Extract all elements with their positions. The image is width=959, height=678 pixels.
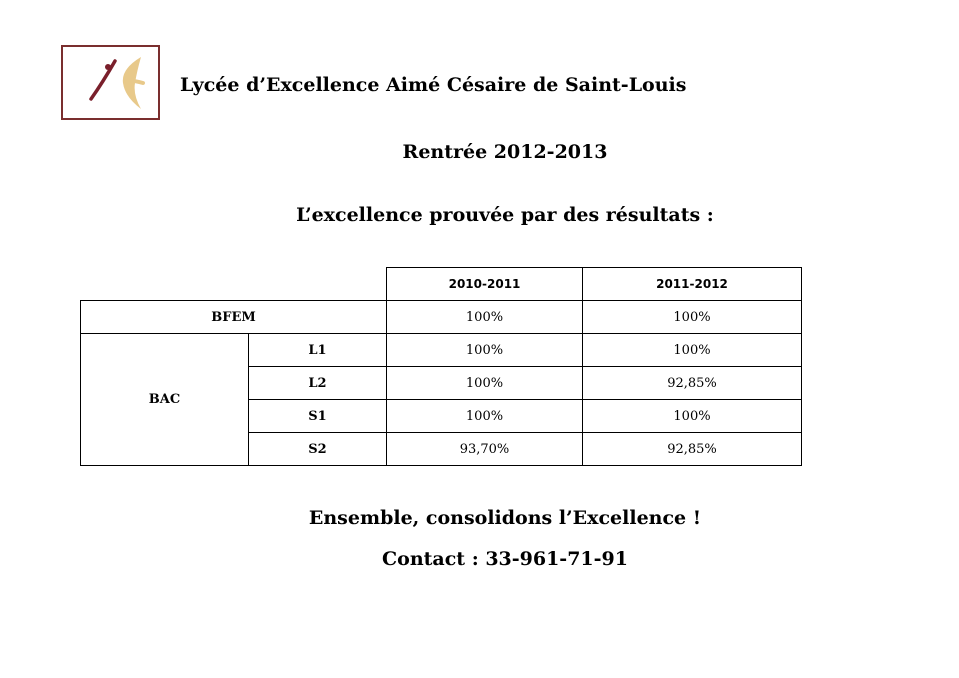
column-header: 2011-2012 xyxy=(583,268,802,301)
table-cell: 100% xyxy=(583,334,802,367)
table-cell: 100% xyxy=(387,301,583,334)
table-cell: 92,85% xyxy=(583,433,802,466)
table-header-row xyxy=(81,268,802,301)
column-header: 2010-2011 xyxy=(387,268,583,301)
contact-phone: Contact : 33-961-71-91 xyxy=(382,548,628,570)
table-cell: 100% xyxy=(387,367,583,400)
school-logo xyxy=(61,45,160,120)
school-emblem-icon xyxy=(63,47,158,118)
table-cell: 100% xyxy=(583,301,802,334)
table-cell: 92,85% xyxy=(583,367,802,400)
table-cell: 100% xyxy=(583,400,802,433)
tagline: L’excellence prouvée par des résultats : xyxy=(296,204,714,226)
school-name: Lycée d’Excellence Aimé Césaire de Saint-Louis xyxy=(180,74,687,96)
results-table xyxy=(80,267,802,466)
table-cell: 100% xyxy=(387,334,583,367)
series-label: S2 xyxy=(249,433,387,466)
series-label: L1 xyxy=(249,334,387,367)
bac-label: BAC xyxy=(81,334,249,466)
series-label: S1 xyxy=(249,400,387,433)
table-cell: 100% xyxy=(387,400,583,433)
school-year: Rentrée 2012-2013 xyxy=(402,141,608,163)
table-cell: 93,70% xyxy=(387,433,583,466)
empty-header-cell xyxy=(81,268,387,301)
table-row xyxy=(81,334,802,367)
table-row xyxy=(81,301,802,334)
bfem-label: BFEM xyxy=(81,301,387,334)
series-label: L2 xyxy=(249,367,387,400)
closing-slogan: Ensemble, consolidons l’Excellence ! xyxy=(308,507,702,529)
